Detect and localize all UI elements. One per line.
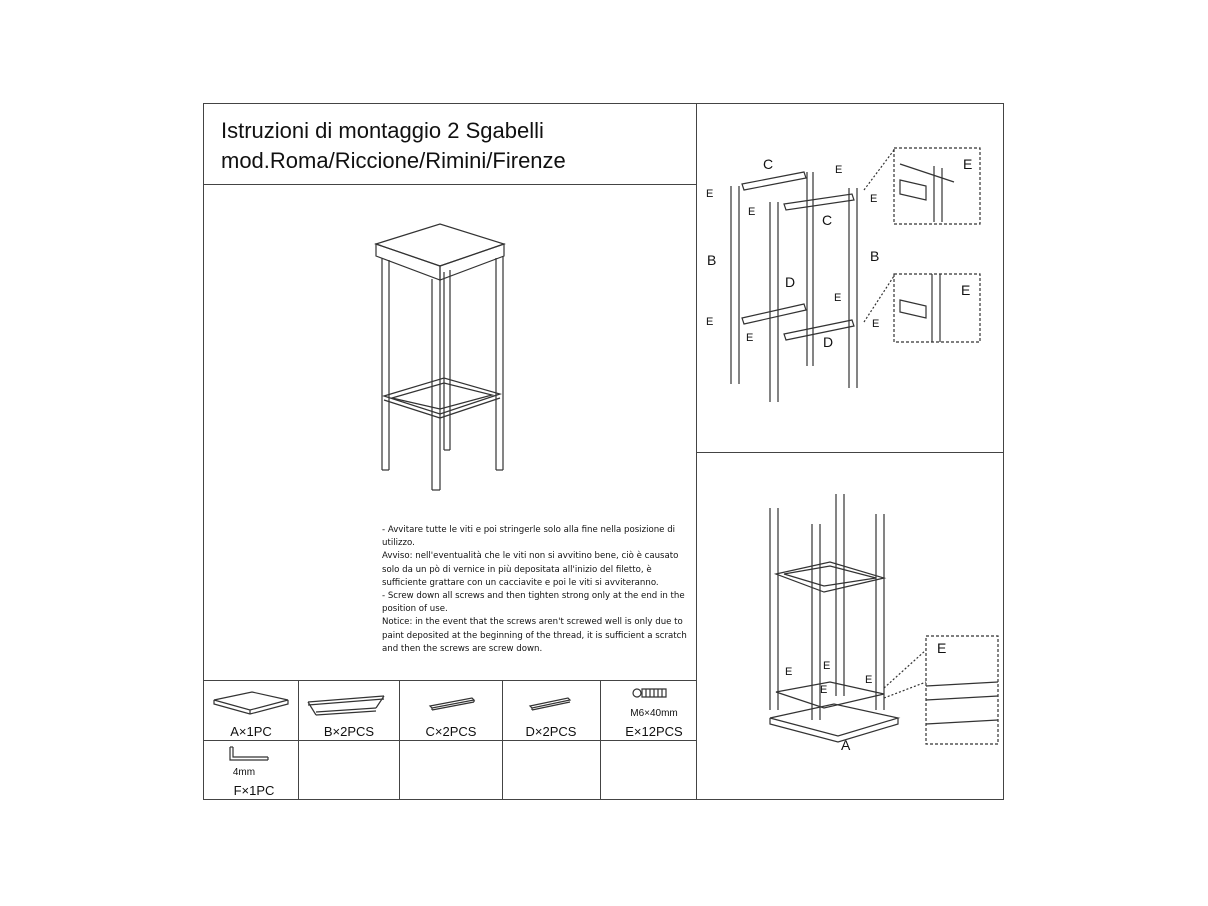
callout-d-top: D — [785, 274, 796, 290]
callout-e-8: E — [746, 332, 754, 344]
callout-e-3: E — [748, 206, 756, 218]
part-e-label: E×12PCS — [625, 724, 683, 739]
callout-c-top: C — [763, 156, 774, 172]
instruction-sheet — [203, 103, 1004, 800]
title-line-2: mod.Roma/Riccione/Rimini/Firenze — [221, 148, 566, 173]
title-line-1: Istruzioni di montaggio 2 Sgabelli — [221, 118, 544, 143]
callout-e-9: E — [872, 318, 880, 330]
callout-c-front: C — [822, 212, 833, 228]
callout-e-11: E — [785, 666, 793, 678]
callout-b-left: B — [707, 252, 717, 268]
callout-e-13: E — [820, 684, 828, 696]
callout-e-10: E — [961, 282, 971, 298]
part-e-size: M6×40mm — [630, 708, 678, 719]
callout-e-4: E — [870, 193, 878, 205]
callout-a: A — [841, 737, 851, 753]
part-f-size: 4mm — [232, 767, 256, 778]
note-en-notice: Notice: in the event that the screws aren't screwed well is only due to paint deposited at the beginning of the thread, it is sufficient a scratch and then the screws are screw down. — [382, 617, 687, 654]
callout-e-7: E — [706, 316, 714, 328]
note-en-screws: - Screw down all screws and then tighten strong only at the end in the position of use. — [382, 591, 685, 615]
part-f-label: F×1PC — [233, 783, 275, 798]
part-a-label: A×1PC — [230, 724, 272, 739]
step-2-drawing — [204, 104, 1004, 800]
callout-e-15: E — [937, 640, 947, 656]
callout-e-2: E — [706, 188, 714, 200]
callout-e-5: E — [963, 156, 973, 172]
callout-e-12: E — [823, 660, 831, 672]
callout-e-14: E — [865, 674, 873, 686]
callout-e-1: E — [835, 164, 843, 176]
callout-b-right: B — [870, 248, 880, 264]
part-b-label: B×2PCS — [323, 724, 375, 739]
note-it-notice: Avviso: nell'eventualità che le viti non si avvitino bene, ciò è causato solo da un pò di vernice in più depositata all'inizio del filetto, è sufficiente grattare con un cacciavite e poi le viti si avviteranno. — [382, 551, 679, 588]
callout-e-6: E — [834, 292, 842, 304]
part-d-label: D×2PCS — [525, 724, 577, 739]
part-c-label: C×2PCS — [425, 724, 477, 739]
callout-d-front: D — [823, 334, 834, 350]
note-it-screws: - Avvitare tutte le viti e poi stringerle solo alla fine nella posizione di utilizzo. — [382, 525, 676, 549]
